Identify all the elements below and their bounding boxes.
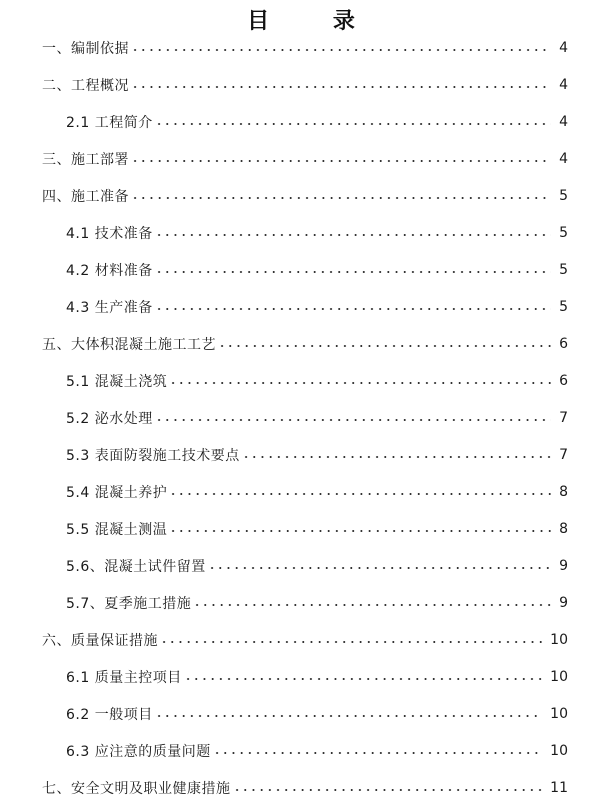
- toc-entry-label: 5.6、混凝土试件留置: [66, 559, 206, 576]
- toc-entry-page-number: 11: [550, 780, 568, 797]
- toc-entry-label: 4.1 技术准备: [66, 225, 153, 242]
- toc-entry[interactable]: [0, 288, 602, 325]
- toc-entry[interactable]: [0, 622, 602, 659]
- dot-leader: [169, 530, 551, 532]
- dot-leader: [193, 604, 551, 606]
- toc-entry-label: 一、编制依据: [42, 40, 129, 57]
- toc-entry-label: 二、工程概况: [42, 77, 129, 94]
- dot-leader: [131, 86, 551, 88]
- toc-entry-page-number: 5: [559, 224, 568, 241]
- toc-entry[interactable]: [0, 103, 602, 140]
- toc-entry-label: 三、施工部署: [42, 151, 129, 168]
- toc-entry-label: 5.5 混凝土测温: [66, 522, 168, 539]
- toc-entry-label: 五、大体积混凝土施工工艺: [42, 336, 216, 353]
- toc-entry-page-number: 4: [559, 76, 568, 93]
- toc-entry[interactable]: [0, 177, 602, 214]
- dot-leader: [213, 752, 542, 754]
- toc-entry[interactable]: [0, 659, 602, 696]
- toc-title: 目 录: [247, 8, 383, 34]
- toc-entry[interactable]: [0, 733, 602, 770]
- toc-entry[interactable]: [0, 214, 602, 251]
- table-of-contents: [0, 29, 602, 807]
- dot-leader: [184, 678, 542, 680]
- toc-entry[interactable]: [0, 66, 602, 103]
- dot-leader: [131, 197, 551, 199]
- toc-entry-page-number: 6: [559, 335, 568, 352]
- dot-leader: [169, 382, 551, 384]
- toc-entry-page-number: 8: [559, 484, 568, 501]
- toc-entry[interactable]: [0, 399, 602, 436]
- dot-leader: [218, 345, 551, 347]
- dot-leader: [155, 271, 551, 273]
- toc-entry-page-number: 5: [559, 187, 568, 204]
- toc-entry-label: 6.3 应注意的质量问题: [66, 744, 211, 761]
- dot-leader: [131, 160, 551, 162]
- dot-leader: [155, 234, 551, 236]
- dot-leader: [169, 493, 551, 495]
- toc-entry-page-number: 7: [559, 447, 568, 464]
- toc-entry[interactable]: [0, 29, 602, 66]
- toc-entry[interactable]: [0, 696, 602, 733]
- toc-entry[interactable]: [0, 548, 602, 585]
- toc-entry[interactable]: [0, 770, 602, 807]
- toc-entry-label: 5.4 混凝土养护: [66, 485, 168, 502]
- toc-entry-label: 5.3 表面防裂施工技术要点: [66, 448, 240, 465]
- dot-leader: [155, 715, 542, 717]
- dot-leader: [160, 641, 542, 643]
- toc-entry[interactable]: [0, 585, 602, 622]
- toc-entry-page-number: 5: [559, 261, 568, 278]
- dot-leader: [155, 419, 551, 421]
- dot-leader: [242, 456, 551, 458]
- dot-leader: [155, 123, 551, 125]
- dot-leader: [233, 789, 543, 791]
- toc-entry[interactable]: [0, 140, 602, 177]
- toc-entry-label: 5.2 泌水处理: [66, 410, 153, 427]
- dot-leader: [208, 567, 551, 569]
- toc-entry-label: 5.1 混凝土浇筑: [66, 373, 168, 390]
- toc-entry-page-number: 6: [559, 372, 568, 389]
- dot-leader: [131, 49, 551, 51]
- toc-entry-page-number: 4: [559, 39, 568, 56]
- toc-entry-page-number: 10: [550, 706, 568, 723]
- toc-entry-label: 5.7、夏季施工措施: [66, 596, 192, 613]
- toc-entry[interactable]: [0, 511, 602, 548]
- toc-entry[interactable]: [0, 251, 602, 288]
- toc-entry-label: 七、安全文明及职业健康措施: [42, 781, 231, 798]
- toc-entry-page-number: 10: [550, 632, 568, 649]
- toc-entry-page-number: 10: [550, 669, 568, 686]
- toc-entry-label: 4.3 生产准备: [66, 299, 153, 316]
- toc-entry-page-number: 10: [550, 743, 568, 760]
- toc-entry[interactable]: [0, 325, 602, 362]
- toc-entry-page-number: 9: [559, 595, 568, 612]
- toc-entry[interactable]: [0, 437, 602, 474]
- toc-entry-label: 6.1 质量主控项目: [66, 670, 182, 687]
- toc-entry[interactable]: [0, 362, 602, 399]
- toc-entry-label: 四、施工准备: [42, 188, 129, 205]
- toc-entry-label: 4.2 材料准备: [66, 262, 153, 279]
- toc-entry-page-number: 4: [559, 150, 568, 167]
- toc-entry-page-number: 7: [559, 409, 568, 426]
- toc-entry-label: 六、质量保证措施: [42, 633, 158, 650]
- toc-entry-label: 2.1 工程简介: [66, 114, 153, 131]
- toc-entry-page-number: 9: [559, 558, 568, 575]
- dot-leader: [155, 308, 551, 310]
- toc-entry[interactable]: [0, 474, 602, 511]
- toc-entry-page-number: 8: [559, 521, 568, 538]
- toc-entry-label: 6.2 一般项目: [66, 707, 153, 724]
- toc-entry-page-number: 5: [559, 298, 568, 315]
- toc-entry-page-number: 4: [559, 113, 568, 130]
